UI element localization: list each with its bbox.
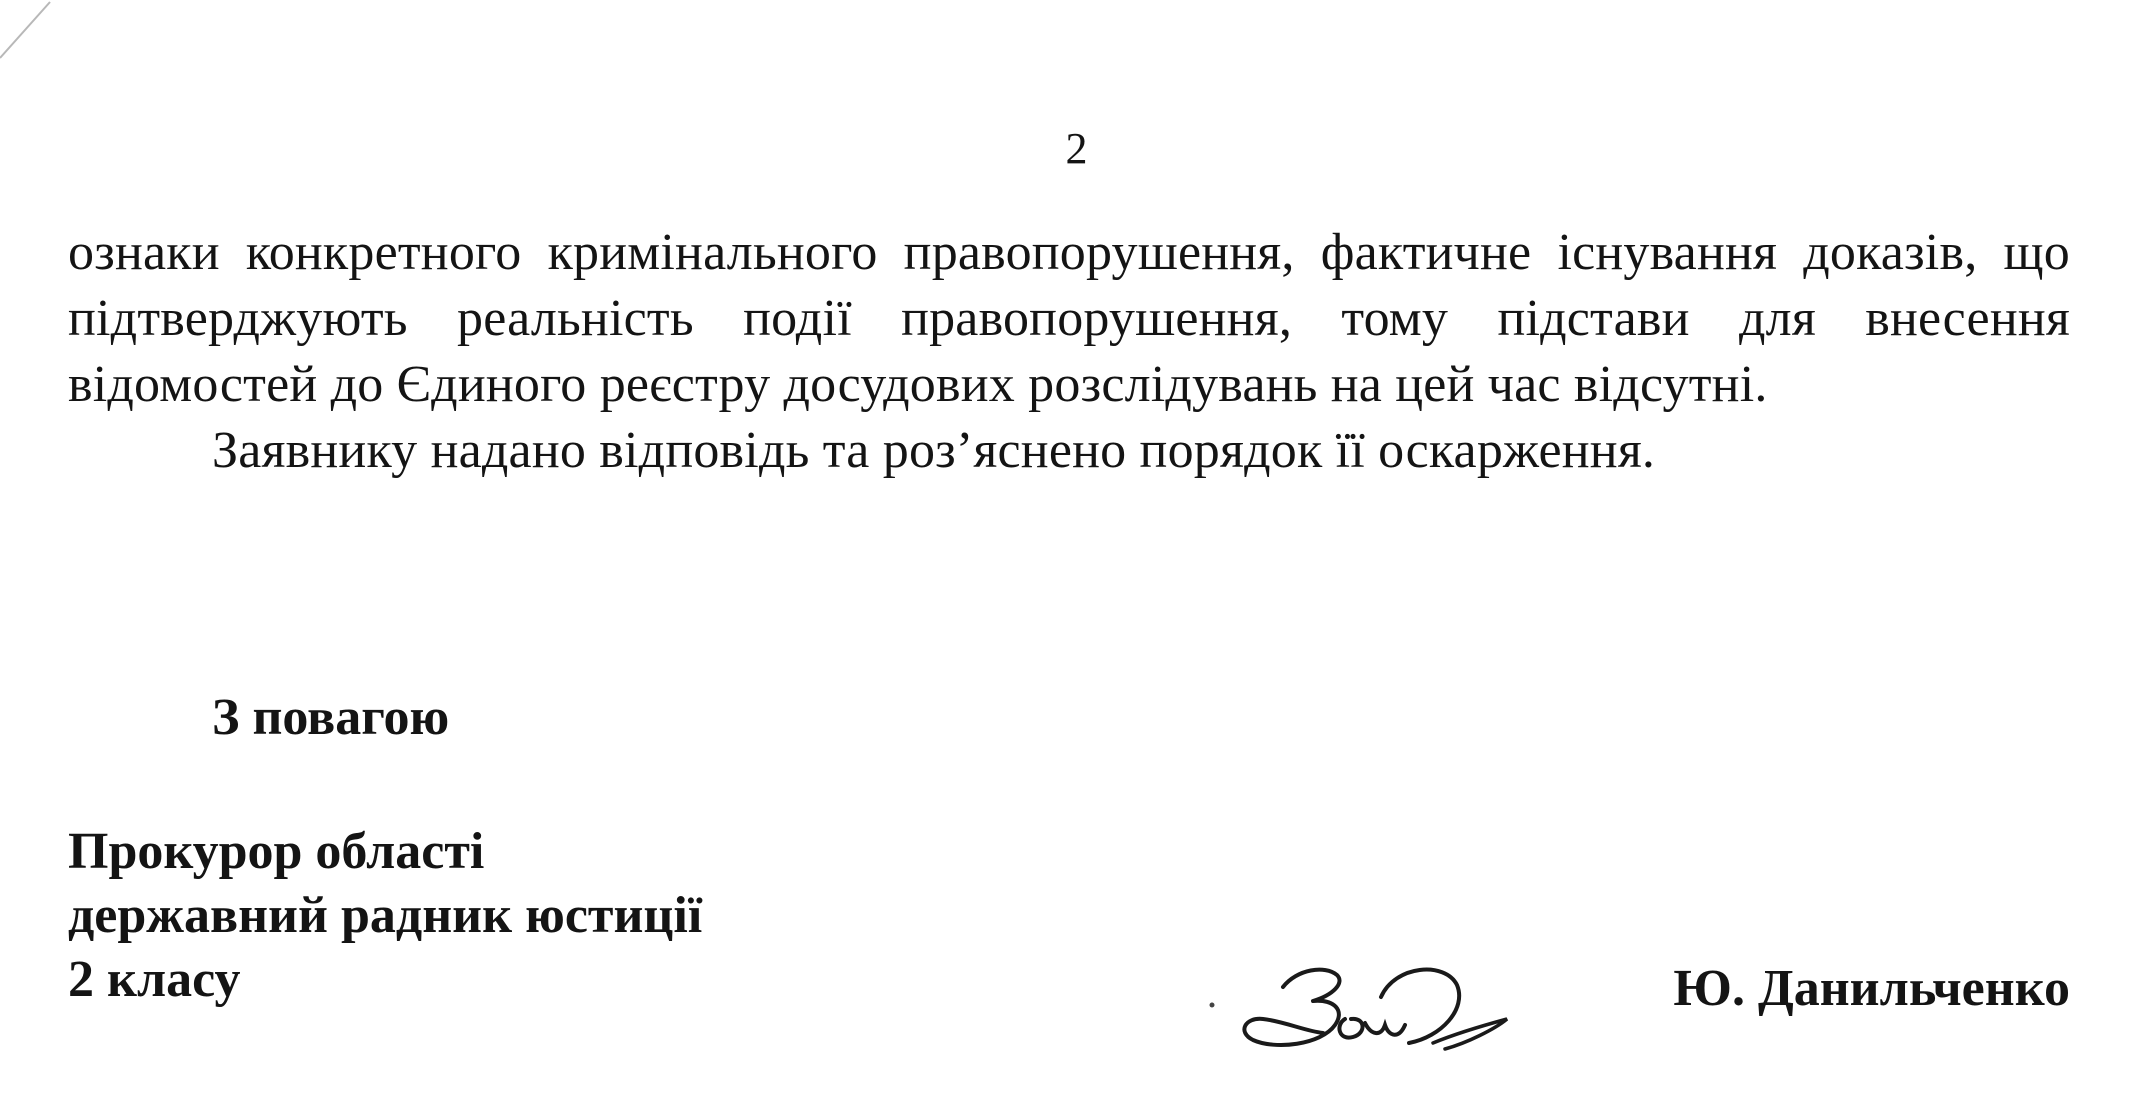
signatory-title-line-3: 2 класу xyxy=(68,951,241,1008)
handwritten-signature-icon xyxy=(1195,925,1565,1075)
scan-corner-fold-mark xyxy=(0,0,60,60)
letter-body xyxy=(68,220,2070,484)
signatory-title-line-1: Прокурор області xyxy=(68,823,485,880)
signatory-title xyxy=(68,820,702,1012)
closing-salutation: З повагою xyxy=(212,689,450,746)
paragraph-findings: ознаки конкретного кримінального правопорушення, фактичне існування доказів, що підтверджують реальність події правопорушення, тому підстави для внесення відомостей до Єдиного реєстру досудових розслідувань на цей час відсутні. xyxy=(68,224,2070,413)
page-number: 2 xyxy=(1065,124,1088,173)
signer-name: Ю. Данильченко xyxy=(1673,960,2070,1017)
paragraph-response-notice: Заявнику надано відповідь та роз’яснено порядок її оскарження. xyxy=(212,422,1656,479)
signatory-title-line-2: державний радник юстиції xyxy=(68,887,703,944)
